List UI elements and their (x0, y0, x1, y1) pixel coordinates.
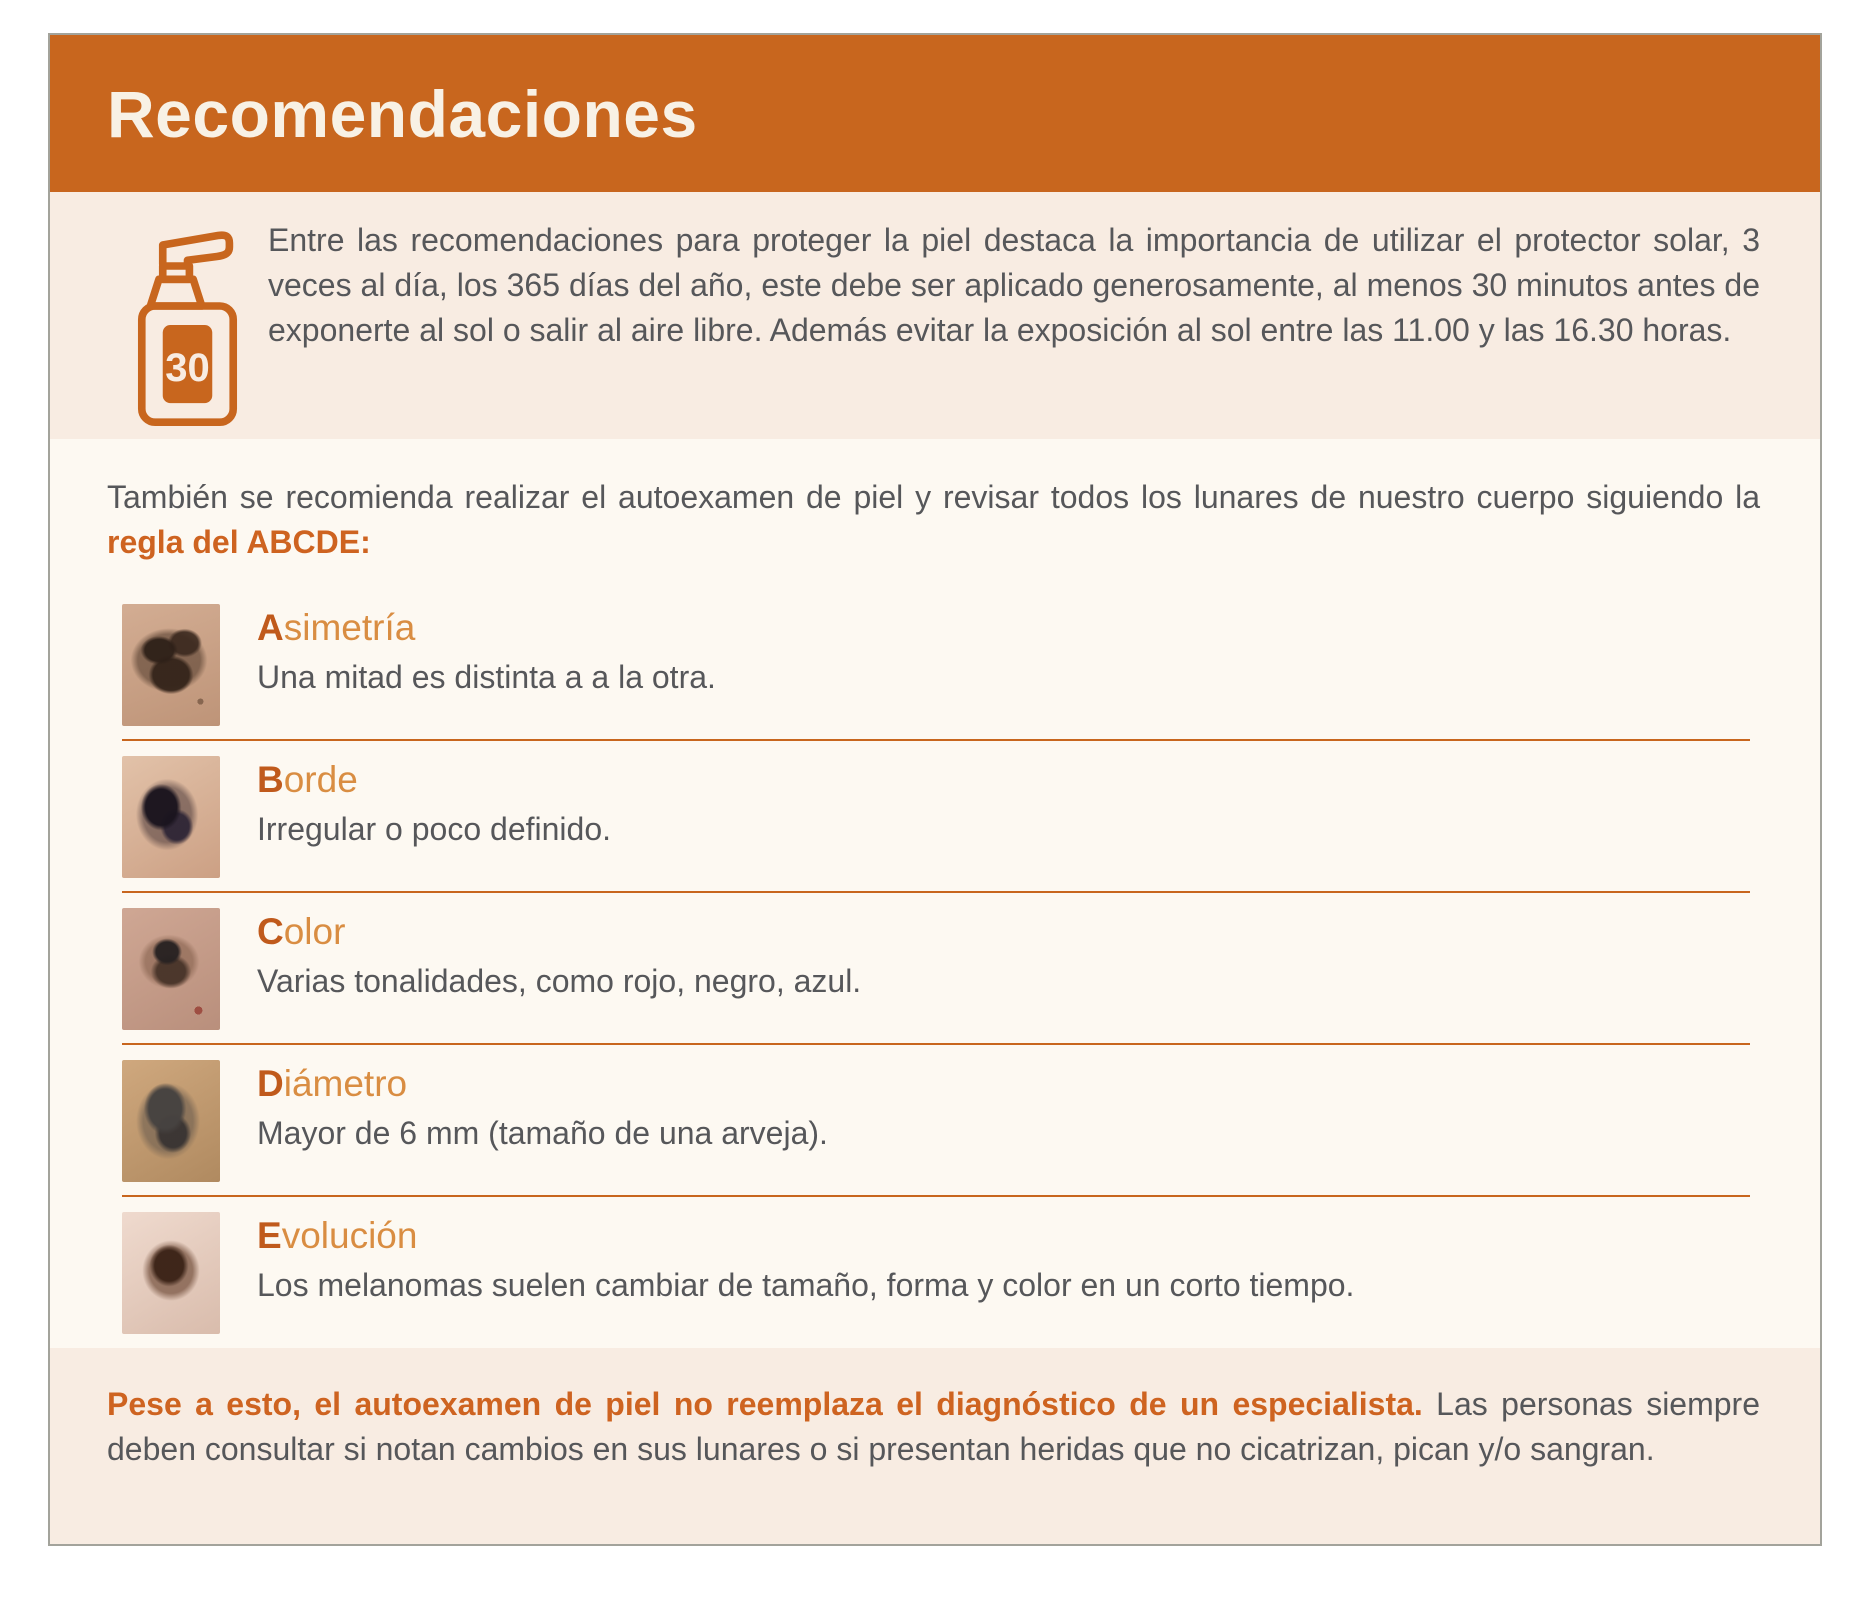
abcde-row (122, 893, 1750, 1045)
abcde-row (122, 589, 1750, 741)
mole-photo (122, 1060, 220, 1182)
infographic-frame (48, 33, 1822, 1546)
abcde-title-rest: iámetro (283, 1063, 408, 1104)
abcde-title (257, 910, 1750, 954)
header-bar (50, 35, 1820, 192)
mole-photo (122, 756, 220, 878)
sunscreen-section (50, 192, 1820, 439)
abcde-row (122, 1045, 1750, 1197)
sunscreen-spf30-icon (130, 218, 250, 439)
abcde-lead-text: También se recomienda realizar el autoexamen de piel y revisar todos los lunares de nuestro cuerpo siguiendo la (107, 479, 1760, 515)
abcde-lead-paragraph (107, 475, 1760, 565)
page-title: Recomendaciones (107, 76, 698, 151)
abcde-description: Los melanomas suelen cambiar de tamaño, forma y color en un corto tiempo. (257, 1267, 1355, 1303)
abcde-title-rest: orde (283, 759, 358, 800)
footer-paragraph (107, 1382, 1760, 1472)
mole-photo (122, 1212, 220, 1334)
abcde-title (257, 758, 1750, 802)
abcde-title-rest: olor (283, 911, 346, 952)
abcde-row (122, 1197, 1750, 1347)
abcde-title (257, 1062, 1750, 1106)
footer-section (50, 1348, 1820, 1544)
abcde-description: Varias tonalidades, como rojo, negro, azul. (257, 963, 862, 999)
abcde-letter: D (257, 1063, 284, 1104)
abcde-row-text (257, 604, 1750, 726)
abcde-title (257, 606, 1750, 650)
abcde-row-text (257, 908, 1750, 1030)
abcde-title-rest: simetría (283, 607, 416, 648)
abcde-list (122, 589, 1750, 1347)
footer-body-text: Las personas siempre deben consultar si notan cambios en sus lunares o si presentan heridas que no cicatrizan, pican y/o sangran. (107, 1386, 1761, 1467)
abcde-letter: A (257, 607, 284, 648)
abcde-description: Mayor de 6 mm (tamaño de una arveja). (257, 1115, 828, 1151)
abcde-row-text (257, 756, 1750, 878)
mole-photo (122, 908, 220, 1030)
abcde-letter: C (257, 911, 284, 952)
abcde-title-rest: volución (281, 1215, 418, 1256)
abcde-title (257, 1214, 1750, 1258)
abcde-description: Irregular o poco definido. (257, 811, 611, 847)
abcde-row-text (257, 1212, 1750, 1334)
mole-photo (122, 604, 220, 726)
abcde-description: Una mitad es distinta a a la otra. (257, 659, 716, 695)
abcde-row (122, 741, 1750, 893)
spf-label: 30 (165, 346, 210, 391)
abcde-letter: B (257, 759, 284, 800)
abcde-section (50, 439, 1820, 1348)
abcde-letter: E (257, 1215, 282, 1256)
intro-paragraph: Entre las recomendaciones para proteger la piel destaca la importancia de utilizar el protector solar, 3 veces al día, los 365 días del año, este debe ser aplicado generosamente, al menos 30 minutos antes de exponerte al sol o salir al aire libre. Además evitar la exposición al sol entre las 11.00 y las 16.30 horas. (268, 222, 1760, 348)
abcde-row-text (257, 1060, 1750, 1182)
footer-bold-text: Pese a esto, el autoexamen de piel no reemplaza el diagnóstico de un especialista. (107, 1386, 1423, 1422)
abcde-lead-bold: regla del ABCDE: (107, 524, 371, 560)
